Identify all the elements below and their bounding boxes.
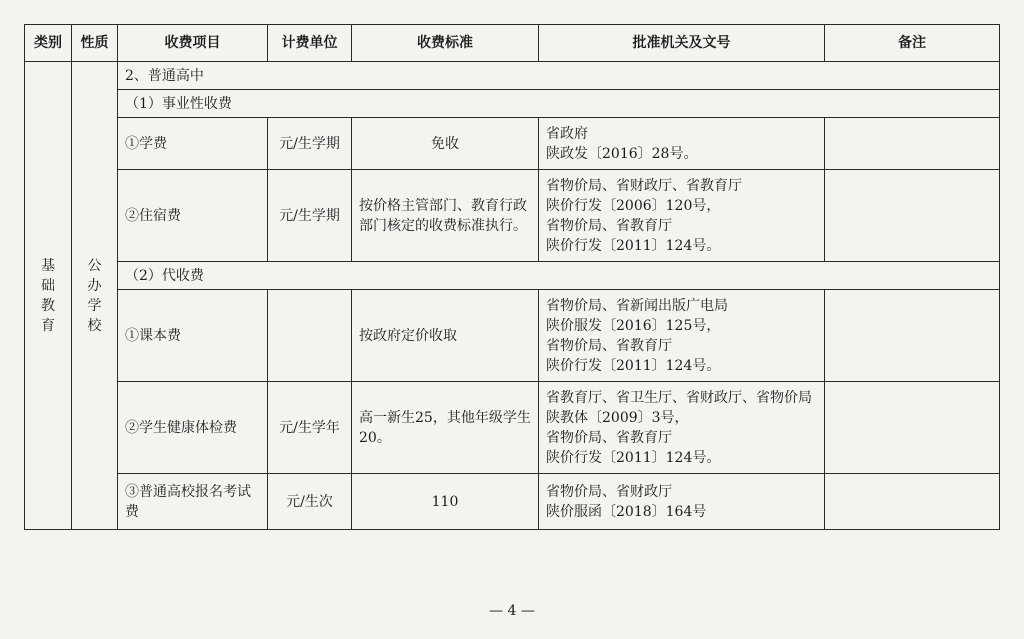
approval-line: 陕价行发〔2011〕124号。 [546,237,721,254]
page-number: — 4 — [489,603,535,619]
approval-cell [539,474,825,530]
header-item: 收费项目 [118,25,268,62]
section-title: 2、普通高中 [118,62,1000,90]
item-cell: ①学费 [118,118,268,170]
header-nature: 性质 [72,25,118,62]
table-row [25,118,1000,170]
remarks-cell [825,290,1000,382]
approval-line: 省物价局、省财政厅、省教育厅 [546,177,742,194]
subsection-row [25,262,1000,290]
category-char: 基 [41,257,55,274]
header-standard: 收费标准 [352,25,539,62]
table-row [25,474,1000,530]
table-header-row [25,25,1000,62]
standard-cell: 按政府定价收取 [352,290,539,382]
table-row [25,170,1000,262]
standard-cell: 高一新生25，其他年级学生20。 [352,382,539,474]
nature-char: 学 [87,297,102,314]
approval-line: 陕政发〔2016〕28号。 [546,145,698,162]
approval-line: 陕价行发〔2006〕120号， [546,197,721,214]
unit-cell: 元/生学年 [268,382,352,474]
remarks-cell [825,118,1000,170]
subsection-title-2: （2）代收费 [118,262,1000,290]
approval-line: 省物价局、省教育厅 [546,429,672,446]
approval-line: 省物价局、省教育厅 [546,217,672,234]
approval-line: 陕价服函〔2018〕164号 [546,503,707,520]
nature-char: 校 [87,317,102,334]
fee-table [24,24,1000,530]
remarks-cell [825,170,1000,262]
approval-line: 省政府 [546,125,588,142]
item-cell: ②住宿费 [118,170,268,262]
table-row [25,290,1000,382]
table-row [25,382,1000,474]
item-cell: ①课本费 [118,290,268,382]
standard-cell: 110 [352,474,539,530]
category-char: 教 [41,297,55,314]
standard-cell: 免收 [352,118,539,170]
remarks-cell [825,474,1000,530]
approval-line: 省教育厅、省卫生厅、省财政厅、省物价局 [546,389,812,406]
category-char: 础 [41,277,55,294]
approval-line: 陕价服发〔2016〕125号， [546,317,721,334]
approval-line: 陕教体〔2009〕3号， [546,409,689,426]
approval-line: 省物价局、省新闻出版广电局 [546,297,728,314]
standard-cell: 按价格主管部门、教育行政部门核定的收费标准执行。 [352,170,539,262]
approval-line: 陕价行发〔2011〕124号。 [546,449,721,466]
approval-cell [539,118,825,170]
unit-cell: 元/生学期 [268,170,352,262]
subsection-row [25,90,1000,118]
nature-char: 公 [87,257,102,274]
approval-line: 陕价行发〔2011〕124号。 [546,357,721,374]
approval-line: 省物价局、省教育厅 [546,337,672,354]
unit-cell: 元/生次 [268,474,352,530]
category-cell [25,62,72,530]
item-cell: ②学生健康体检费 [118,382,268,474]
approval-cell [539,382,825,474]
item-cell: ③普通高校报名考试费 [118,474,268,530]
approval-cell [539,290,825,382]
approval-cell [539,170,825,262]
unit-cell: 元/生学期 [268,118,352,170]
header-approval: 批准机关及文号 [539,25,825,62]
header-category: 类别 [25,25,72,62]
nature-char: 办 [87,277,102,294]
nature-cell [72,62,118,530]
unit-cell [268,290,352,382]
subsection-title-1: （1）事业性收费 [118,90,1000,118]
approval-line: 省物价局、省财政厅 [546,483,672,500]
header-remarks: 备注 [825,25,1000,62]
remarks-cell [825,382,1000,474]
section-row [25,62,1000,90]
category-char: 育 [41,317,55,334]
header-unit: 计费单位 [268,25,352,62]
